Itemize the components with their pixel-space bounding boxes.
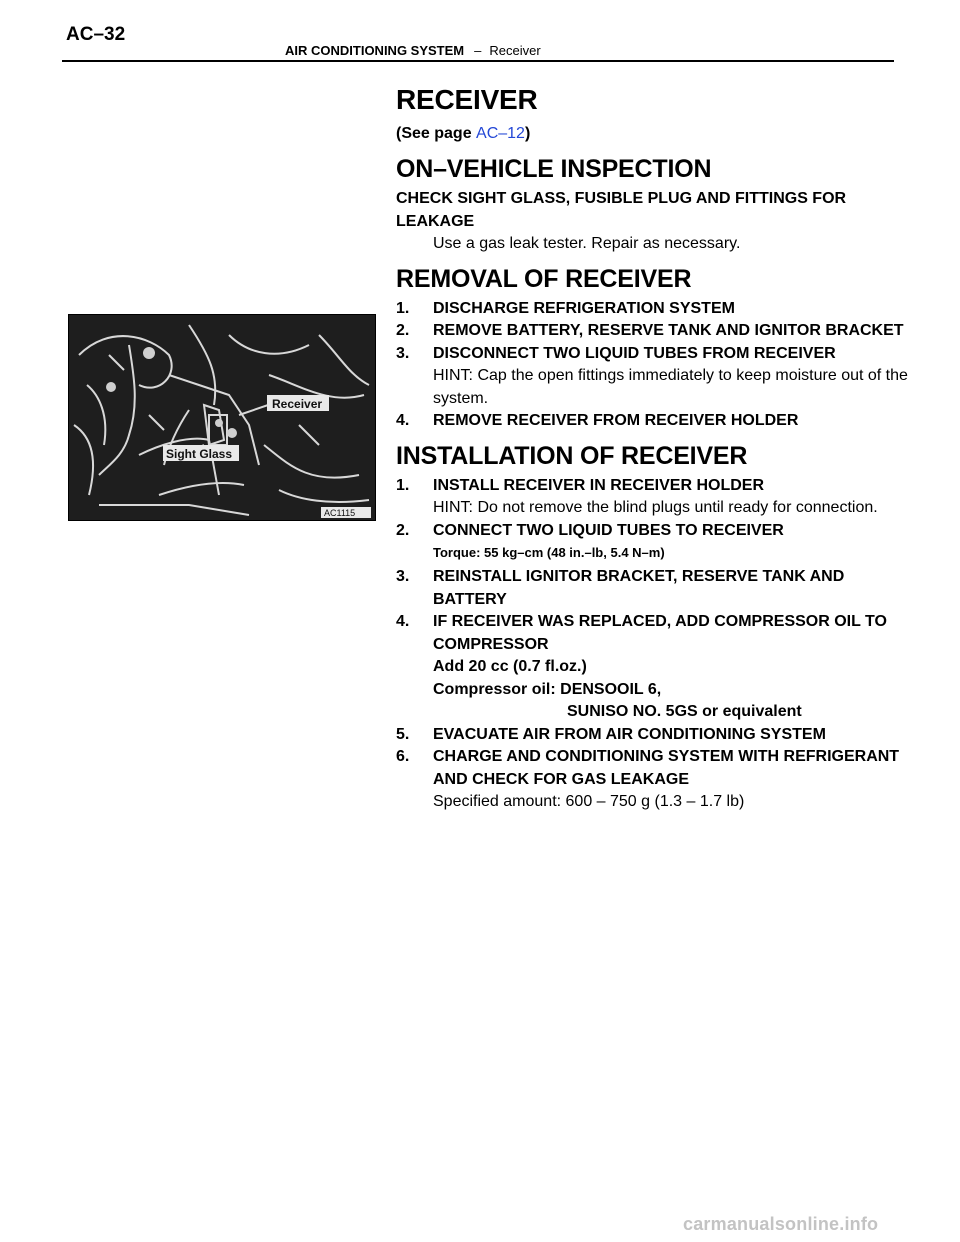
step-text: CHARGE AND CONDITIONING SYSTEM WITH REFRIGERANT AND CHECK FOR GAS LEAKAGE <box>433 748 900 788</box>
installation-step <box>396 520 916 543</box>
step-text: REMOVE BATTERY, RESERVE TANK AND IGNITOR BRACKET <box>433 322 904 339</box>
step-number: 4. <box>396 613 410 630</box>
removal-step <box>396 320 916 343</box>
step-number: 2. <box>396 521 410 539</box>
step-text: IF RECEIVER WAS REPLACED, ADD COMPRESSOR OIL TO COMPRESSOR <box>433 613 887 653</box>
receiver-illustration <box>68 314 376 521</box>
specified-amount: Specified amount: 600 – 750 g (1.3 – 1.7 lb) <box>433 793 745 810</box>
content-column <box>396 84 916 814</box>
oil-amount: Add 20 cc (0.7 fl.oz.) <box>433 658 587 675</box>
installation-step <box>396 566 916 611</box>
removal-step <box>396 298 916 321</box>
removal-hint: HINT: Cap the open fittings immediately to keep moisture out of the system. <box>433 367 908 407</box>
removal-step <box>396 343 916 366</box>
page-code: AC–32 <box>66 24 126 45</box>
step-number: 3. <box>396 344 410 362</box>
check-instruction: CHECK SIGHT GLASS, FUSIBLE PLUG AND FITTINGS FOR LEAKAGE <box>396 190 847 230</box>
step-number: 3. <box>396 568 410 585</box>
step-number: 1. <box>396 476 410 494</box>
receiver-label: Receiver <box>272 397 323 411</box>
step-text: EVACUATE AIR FROM AIR CONDITIONING SYSTEM <box>433 725 826 743</box>
step-text: REMOVE RECEIVER FROM RECEIVER HOLDER <box>433 412 799 429</box>
page-link-ac12[interactable]: AC–12 <box>476 125 525 142</box>
torque-spec: Torque: 55 kg–cm (48 in.–lb, 5.4 N–m) <box>433 545 665 560</box>
installation-hint: HINT: Do not remove the blind plugs until ready for connection. <box>433 499 878 516</box>
step-number: 1. <box>396 299 410 317</box>
see-page-reference <box>396 122 916 146</box>
step-number: 5. <box>396 725 410 743</box>
step-number: 4. <box>396 412 410 429</box>
sight-glass-label: Sight Glass <box>166 447 233 461</box>
step-number: 6. <box>396 748 410 765</box>
section-name: AIR CONDITIONING SYSTEM <box>285 43 465 58</box>
step-number: 2. <box>396 322 410 339</box>
installation-step <box>396 475 916 498</box>
watermark: carmanualsonline.info <box>683 1214 879 1234</box>
see-prefix: (See page <box>396 125 477 142</box>
step-text: INSTALL RECEIVER IN RECEIVER HOLDER <box>433 476 764 494</box>
oil-alternative: SUNISO NO. 5GS or equivalent <box>567 703 802 720</box>
subsection-name: Receiver <box>489 43 541 58</box>
installation-step <box>396 746 916 791</box>
installation-heading: INSTALLATION OF RECEIVER <box>396 441 748 470</box>
figure-code: AC1115 <box>324 508 356 518</box>
check-note: Use a gas leak tester. Repair as necessary. <box>433 235 741 252</box>
step-text: REINSTALL IGNITOR BRACKET, RESERVE TANK AND BATTERY <box>433 568 845 608</box>
removal-heading: REMOVAL OF RECEIVER <box>396 264 692 293</box>
header-rule <box>62 60 894 62</box>
installation-step <box>396 611 916 656</box>
section-separator: – <box>474 43 482 58</box>
removal-step <box>396 410 916 433</box>
step-text: DISCONNECT TWO LIQUID TUBES FROM RECEIVER <box>433 344 836 362</box>
see-suffix: ) <box>524 125 531 142</box>
onvehicle-heading: ON–VEHICLE INSPECTION <box>396 155 712 183</box>
step-text: DISCHARGE REFRIGERATION SYSTEM <box>433 299 735 317</box>
installation-step <box>396 724 916 747</box>
step-text: CONNECT TWO LIQUID TUBES TO RECEIVER <box>433 521 784 539</box>
page-title: RECEIVER <box>396 84 538 115</box>
engine-bay-drawing <box>69 315 375 520</box>
oil-type: Compressor oil: DENSOOIL 6, <box>433 680 662 698</box>
section-title <box>285 43 541 58</box>
